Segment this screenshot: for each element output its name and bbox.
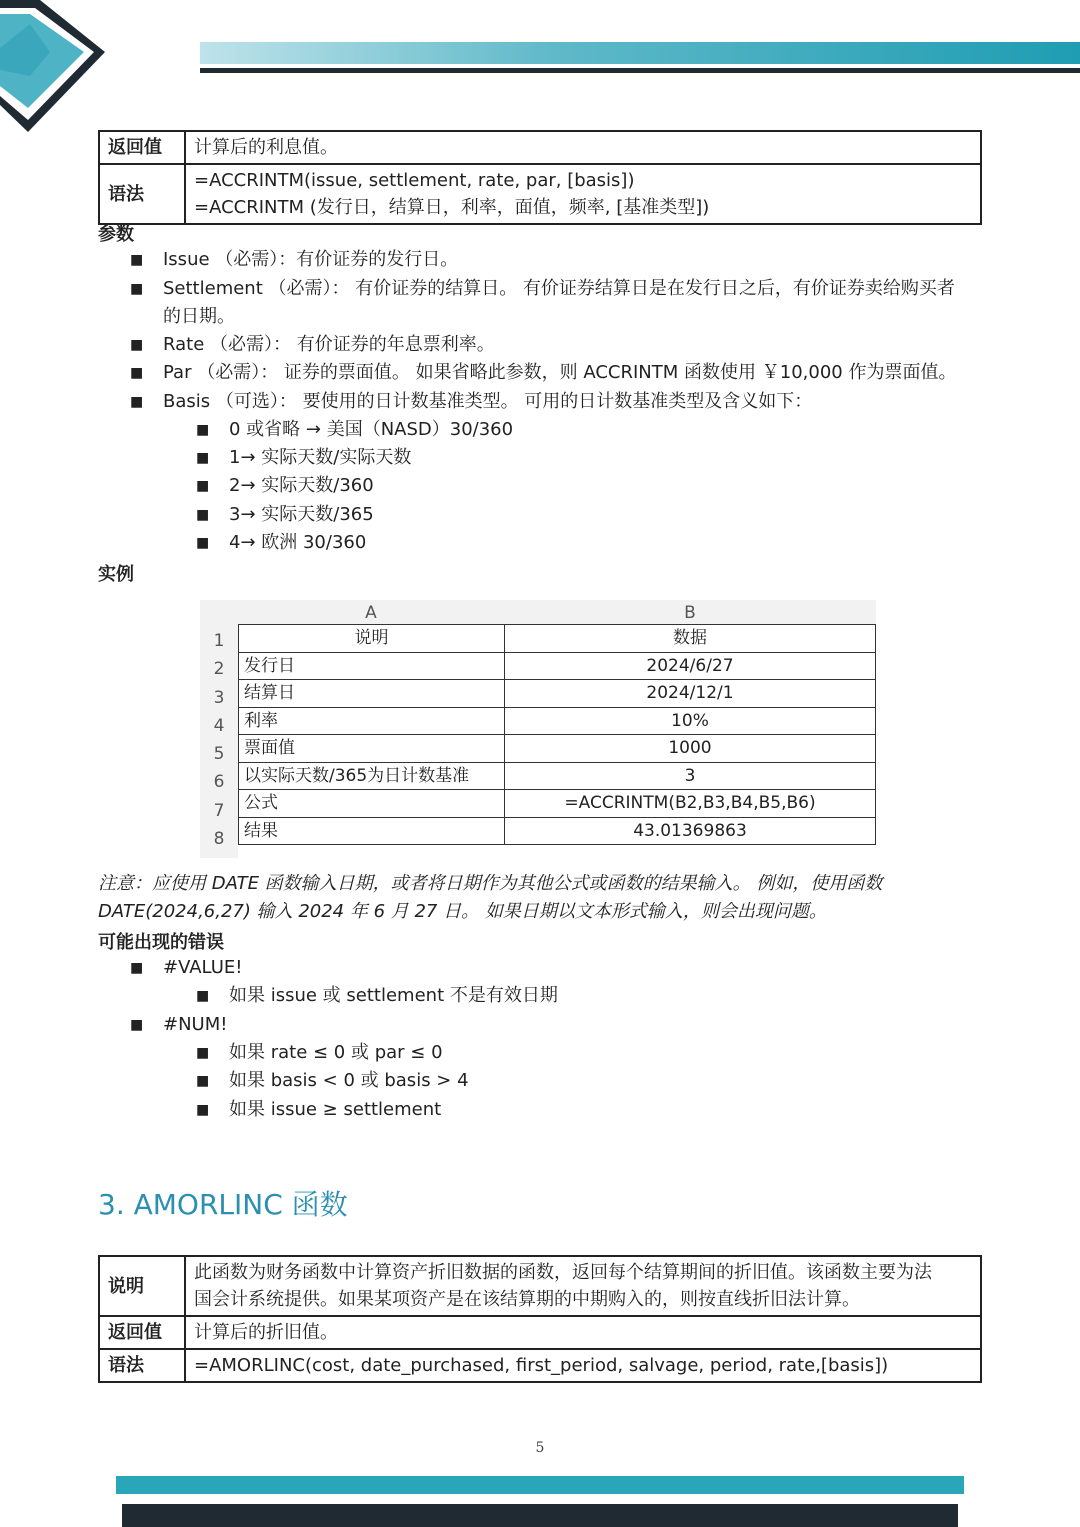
cell-b7: =ACCRINTM(B2,B3,B4,B5,B6) bbox=[505, 790, 876, 818]
corner-cell bbox=[200, 600, 238, 625]
table-row bbox=[99, 1256, 981, 1316]
cell-b3: 2024/12/1 bbox=[505, 680, 876, 708]
syntax-value: =AMORLINC(cost, date_purchased, first_period, salvage, period, rate,[basis]) bbox=[185, 1349, 981, 1382]
row-number: 7 bbox=[213, 800, 225, 821]
syntax-line-1: =ACCRINTM(issue, settlement, rate, par, [basis]) bbox=[194, 170, 635, 191]
table-row bbox=[239, 790, 876, 818]
row-number: 4 bbox=[213, 715, 225, 736]
row-number: 5 bbox=[213, 744, 225, 765]
cell-b2: 2024/6/27 bbox=[505, 652, 876, 680]
syntax-key: 语法 bbox=[99, 1349, 185, 1382]
section-3-title: 3. AMORLINC 函数 bbox=[98, 1188, 348, 1221]
page-number: 5 bbox=[535, 1440, 545, 1456]
cell-a8: 结果 bbox=[239, 817, 505, 845]
row-number: 2 bbox=[213, 659, 225, 680]
row-number: 1 bbox=[213, 631, 225, 651]
cell-a6: 以实际天数/365为日计数基准 bbox=[239, 762, 505, 790]
footer-dark-bar bbox=[122, 1504, 958, 1527]
table-row bbox=[239, 652, 876, 680]
return-value: 计算后的利息值。 bbox=[185, 131, 981, 164]
row-header-column bbox=[200, 624, 238, 858]
table-row bbox=[239, 817, 876, 845]
row-number: 8 bbox=[213, 829, 225, 850]
table-row bbox=[239, 762, 876, 790]
cell-b4: 10% bbox=[505, 707, 876, 735]
header-logo bbox=[0, 0, 120, 140]
errors-heading: 可能出现的错误 bbox=[98, 932, 224, 953]
table-row bbox=[99, 1349, 981, 1382]
column-header-b: B bbox=[504, 600, 876, 625]
row-number: 6 bbox=[213, 772, 225, 793]
example-heading: 实例 bbox=[98, 564, 134, 585]
table-row bbox=[239, 707, 876, 735]
return-value: 计算后的折旧值。 bbox=[185, 1316, 981, 1349]
cell-b6: 3 bbox=[505, 762, 876, 790]
note-line-1: 注意：应使用 DATE 函数输入日期，或者将日期作为其他公式或函数的结果输入。 例如，使用函数 bbox=[98, 873, 883, 894]
table-row bbox=[99, 164, 981, 224]
table-row bbox=[239, 735, 876, 763]
desc-key: 说明 bbox=[99, 1256, 185, 1316]
table-row bbox=[239, 680, 876, 708]
syntax-key: 语法 bbox=[99, 164, 185, 224]
spreadsheet-example bbox=[200, 600, 880, 858]
header-accent-bar bbox=[200, 42, 1080, 64]
desc-line-1: 此函数为财务函数中计算资产折旧数据的函数，返回每个结算期间的折旧值。该函数主要为法 bbox=[194, 1262, 932, 1283]
table-row bbox=[239, 625, 876, 653]
cell-a7: 公式 bbox=[239, 790, 505, 818]
table-row bbox=[99, 131, 981, 164]
row-number: 3 bbox=[213, 687, 225, 708]
return-key: 返回值 bbox=[99, 131, 185, 164]
cell-a2: 发行日 bbox=[239, 652, 505, 680]
table-row bbox=[99, 1316, 981, 1349]
accrintm-info-table bbox=[98, 130, 982, 225]
cell-a4: 利率 bbox=[239, 707, 505, 735]
cell-a5: 票面值 bbox=[239, 735, 505, 763]
diamond-logo-icon bbox=[0, 0, 120, 140]
cell-b5: 1000 bbox=[505, 735, 876, 763]
cell-b8: 43.01369863 bbox=[505, 817, 876, 845]
cell-a1: 说明 bbox=[239, 625, 505, 653]
example-grid bbox=[238, 624, 876, 845]
amorlinc-info-table bbox=[98, 1255, 982, 1383]
cell-a3: 结算日 bbox=[239, 680, 505, 708]
desc-line-2: 国会计系统提供。如果某项资产是在该结算期的中期购入的，则按直线折旧法计算。 bbox=[194, 1289, 860, 1310]
footer-accent-bar bbox=[116, 1476, 964, 1494]
syntax-line-2: =ACCRINTM (发行日，结算日，利率，面值，频率, [基准类型]) bbox=[194, 197, 710, 218]
note-line-2: DATE(2024,6,27) 输入 2024 年 6 月 27 日。 如果日期以文本形式输入，则会出现问题。 bbox=[98, 901, 827, 922]
date-note bbox=[98, 870, 988, 926]
header-dark-line bbox=[200, 68, 1080, 73]
column-header-a: A bbox=[238, 600, 504, 625]
cell-b1: 数据 bbox=[505, 625, 876, 653]
params-heading: 参数 bbox=[98, 224, 134, 245]
return-key: 返回值 bbox=[99, 1316, 185, 1349]
